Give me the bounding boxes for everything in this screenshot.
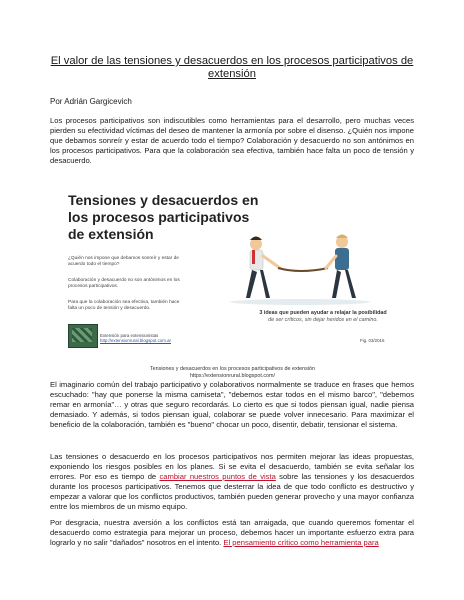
- figure-quote-rest: de ser críticos, sin dejar heridos en el camino.: [268, 317, 378, 323]
- paragraph-tensiones: [50, 452, 414, 512]
- paragraph-intro: Los procesos participativos son indiscutibles como herramientas para el desarrollo, pero muchas veces pierden su efectividad víctimas del deseo de mantener la armonía por sobre el disenso. ¿Quién nos impone que debamos sonreír y estar de acuerdo todo el tiempo? Colaboración y desacuerdo no son antónimos en los procesos participativos. Para que la colaboración sea efectiva, también hace falta un poco de tensión y desacuerdo.: [50, 116, 414, 165]
- p4-text-before: Por desgracia, nuestra aversión a los conflictos está tan arraigada, que cuando queremos fomentar el desacuerdo como estrategia para mejorar un proceso, debemos hacer un importante esfuerzo extra para lograrlo y no salir "dañados" nosotros en el intento.: [50, 518, 414, 547]
- p3-text-before: Las tensiones o desacuerdo en los procesos participativos nos permiten mejorar las ideas propuestas, exponiendo los riesgos posibles en los planes. Si se evita el desacuerdo, también se evita señalar los errores. Por eso es tiempo de: [50, 452, 414, 481]
- right-person-figure: [326, 235, 356, 299]
- tug-of-war-illustration: [220, 228, 380, 308]
- paragraph-desgracia: [50, 518, 414, 548]
- blog-logo: [68, 324, 98, 348]
- figure-question-3: Para que la colaboración sea efectiva, también hace falta un poco de tensión y desacuerdo.: [68, 300, 180, 311]
- link-pensamiento-critico[interactable]: El pensamiento crítico como herramienta para: [223, 538, 379, 547]
- figure-blog-name: Extensión para extensionistas: [100, 333, 159, 338]
- figure-quote: [248, 310, 398, 324]
- link-cambiar-puntos-de-vista[interactable]: cambiar nuestros puntos de vista: [159, 472, 276, 481]
- figure-blog-url: http://extensionrural.blogspot.com.ar: [100, 338, 172, 343]
- paragraph-imaginario: El imaginario común del trabajo participativo y colaborativos normalmente se traduce en frases que hemos escuchado: "hay que ponerse la misma camiseta", "debemos estar todos en el mismo barco", "debemos remar en armonía"… y otras que seguro recordarás. Lo cierto es que si todos piensan igual, nadie piensa demasiado. Y además, si todos piensan igual, colaborar se puede volver innecesario. Para maximizar el beneficio de la colaboración, también es "bueno" chocar un poco, disentir, debatir, tensionar el sistema.: [50, 380, 414, 429]
- caption-line-1: Tensiones y desacuerdos en los procesos participativos de extensión: [149, 366, 316, 372]
- author-byline: Por Adrián Gargicevich: [50, 97, 132, 106]
- left-person-figure: [246, 237, 280, 299]
- caption-line-2: https://extensionrural.blogspot.com/: [189, 373, 276, 379]
- p3-text-after: sobre las tensiones y los desacuerdos durante los procesos participativos. Tenemos que desterrar la idea de que todo conflicto es destructivo y empezar a valorar que los conflictos productivos, también pueden generar provecho y una mayor confianza entre los miembros de un mismo equipo.: [50, 472, 414, 511]
- featured-image: [60, 184, 405, 367]
- figure-quote-strong: 3 ideas que pueden ayudar a relajar la posibilidad: [259, 310, 387, 316]
- figure-title: Tensiones y desacuerdos en los procesos participativos de extensión: [68, 192, 259, 242]
- figure-date: Fig. 03/2016: [360, 338, 385, 343]
- figure-question-1: ¿Quién nos impone que debamos sonreír y estar de acuerdo todo el tiempo?: [68, 256, 179, 267]
- document-title: El valor de las tensiones y desacuerdos en los procesos participativos de extensión: [50, 55, 414, 80]
- figure-question-2: Colaboración y desacuerdo no son antónimos en los procesos participativos.: [68, 278, 180, 289]
- figure-caption: [60, 366, 405, 380]
